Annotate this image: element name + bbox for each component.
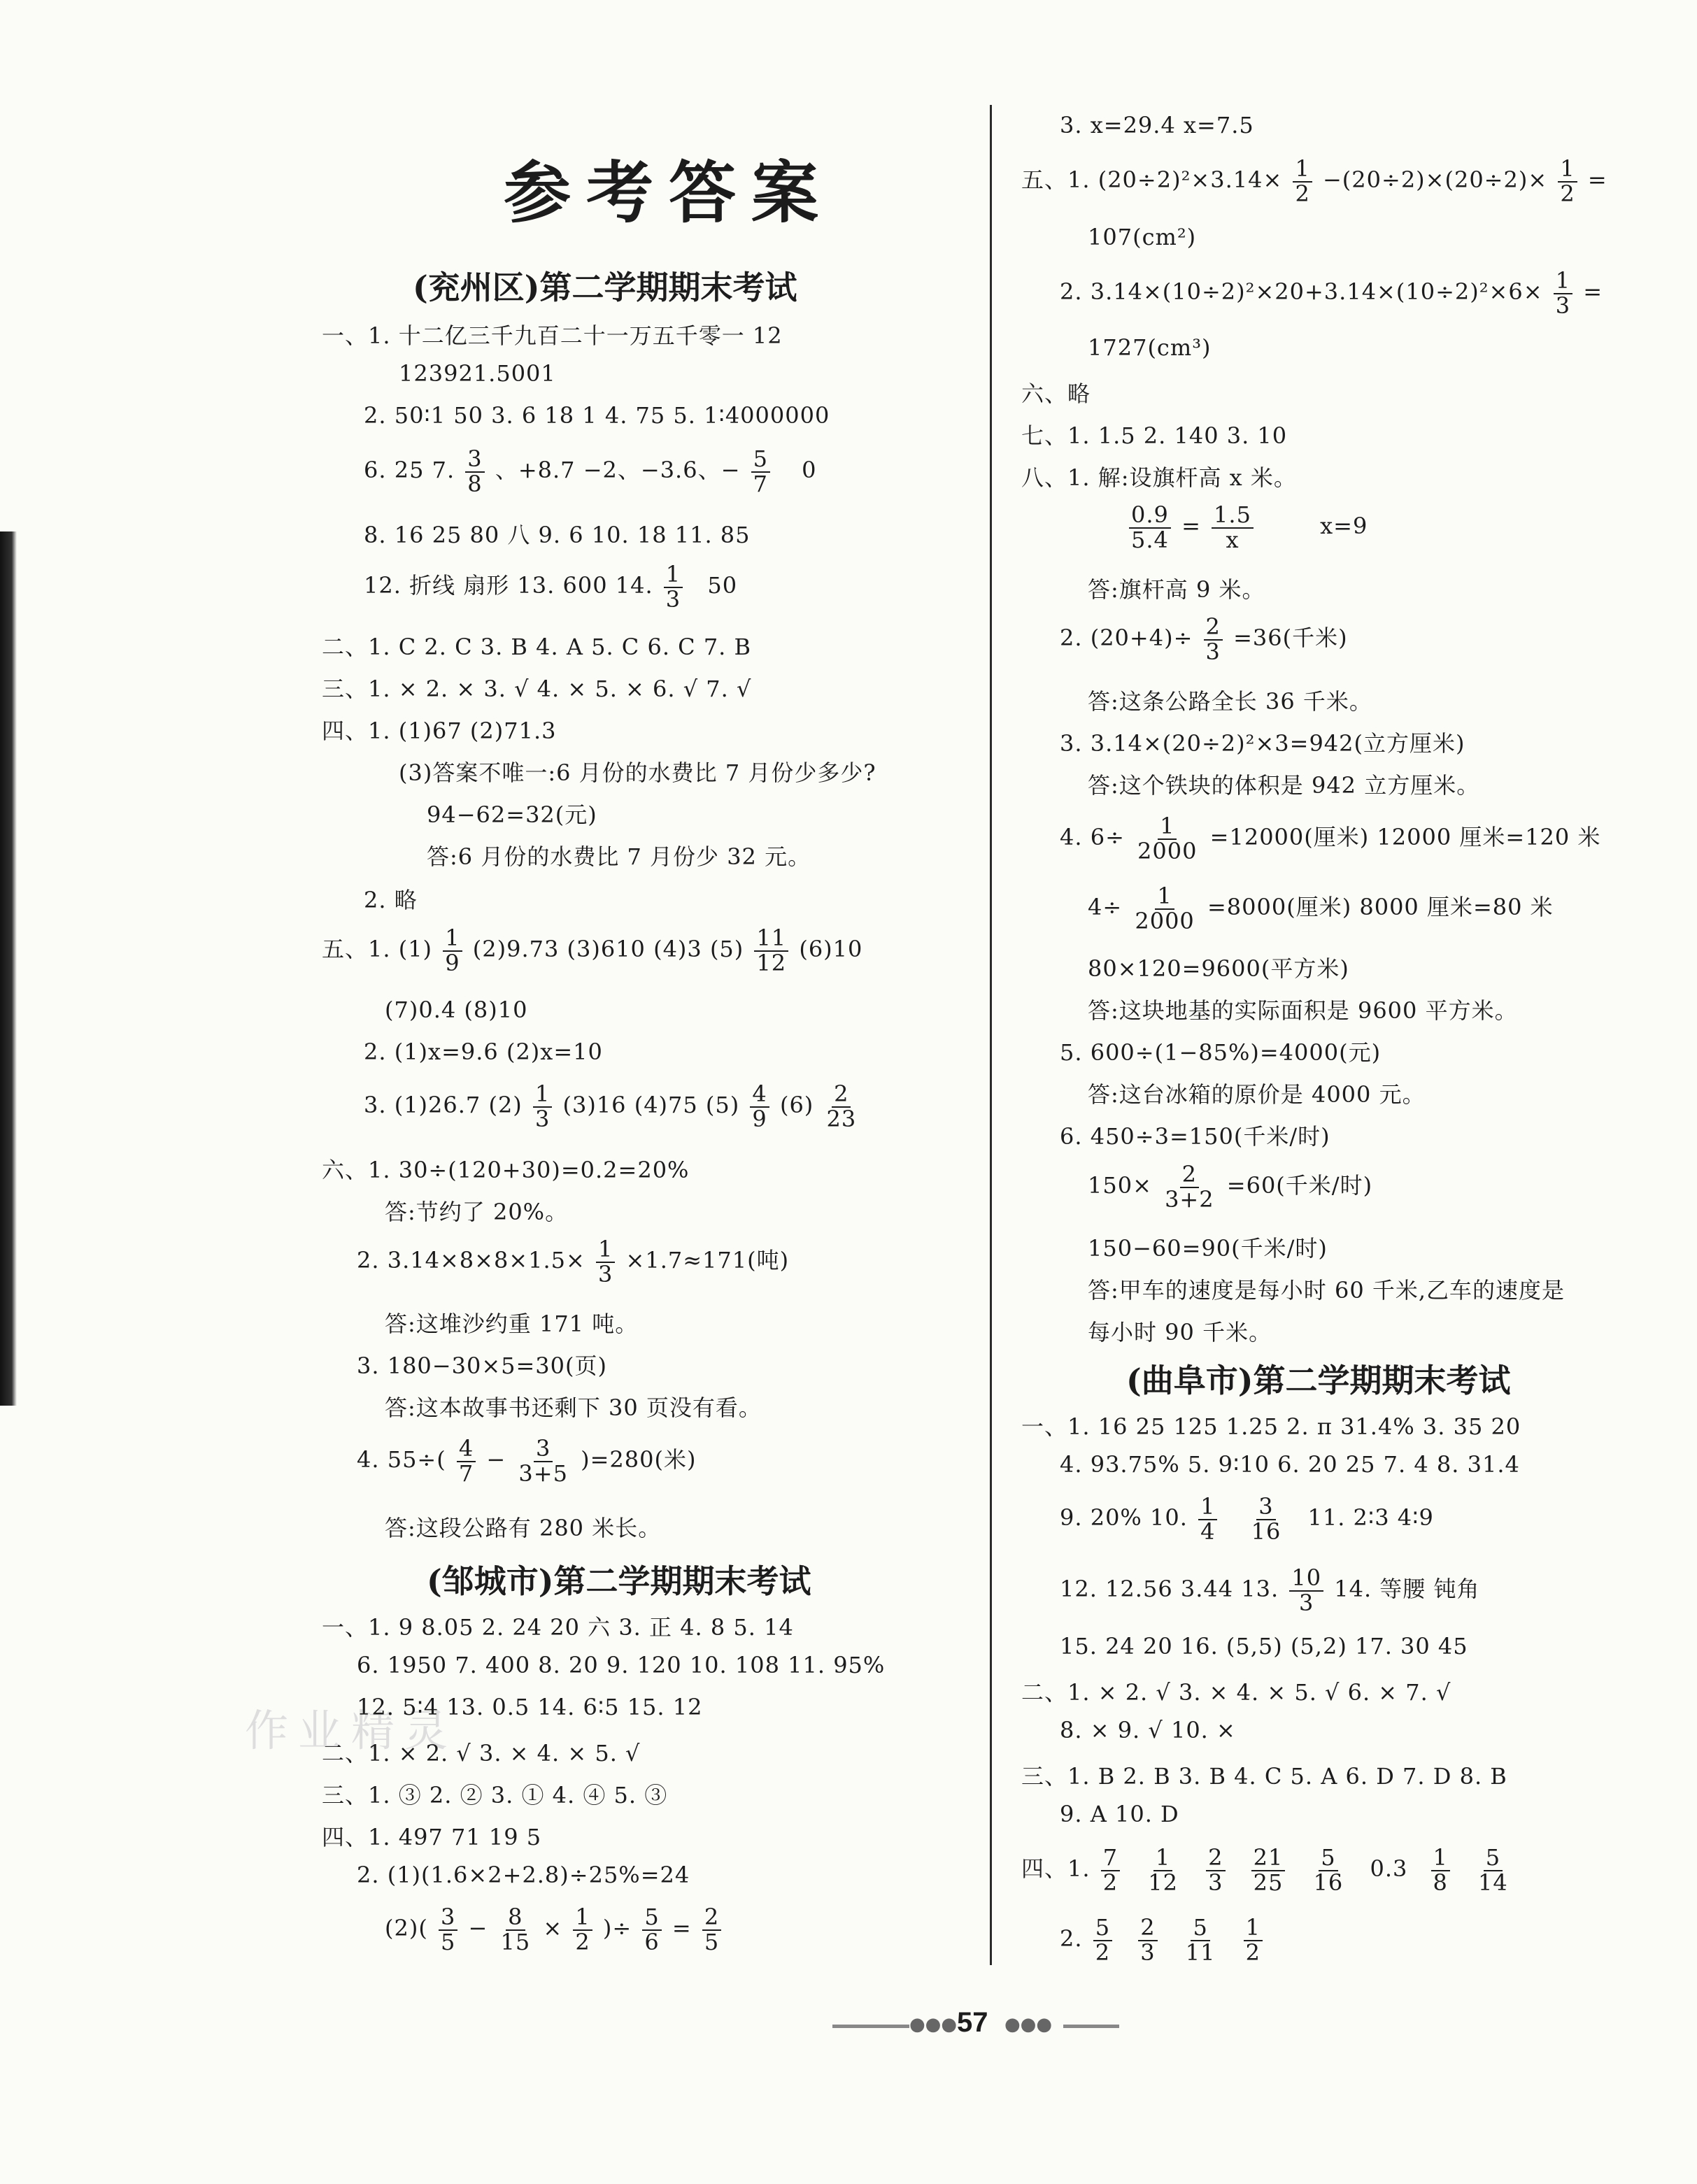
answer-line: 六、略 bbox=[1021, 380, 1091, 407]
answer-line: 四、1. 497 71 19 5 bbox=[322, 1824, 542, 1850]
scan-edge-shadow bbox=[0, 531, 17, 1406]
answer-text: 11. 2∶3 4∶9 bbox=[1307, 1504, 1434, 1532]
answer-text: = bbox=[1583, 278, 1603, 306]
answer-line: 三、1. B 2. B 3. B 4. C 5. A 6. D 7. D 8. B bbox=[1021, 1763, 1507, 1790]
answer-line bbox=[1088, 1163, 1372, 1211]
answer-line bbox=[364, 1080, 861, 1132]
answer-line: 2. 50∶1 50 3. 6 18 1 4. 75 5. 1∶4000000 bbox=[364, 402, 830, 429]
fraction: $\frac{1.5}{x}$ bbox=[1212, 504, 1254, 552]
footer-dots-right: ●●● bbox=[1004, 2014, 1053, 2035]
answer-line bbox=[1060, 815, 1600, 863]
fraction: $\frac{1}{2}$ bbox=[1558, 157, 1577, 206]
answer-line bbox=[1021, 157, 1607, 206]
answer-line: 答:这段公路有 280 米长。 bbox=[385, 1515, 662, 1541]
answer-line: 123921.5001 bbox=[399, 360, 556, 387]
answer-text: 50 bbox=[707, 572, 738, 599]
answer-text: × bbox=[543, 1915, 563, 1942]
fraction: $\frac{10}{3}$ bbox=[1289, 1566, 1323, 1615]
answer-line: 3. 180−30×5=30(页) bbox=[357, 1352, 607, 1379]
answer-line: 5. 600÷(1−85%)=4000(元) bbox=[1060, 1039, 1382, 1066]
fraction: $\frac{7}{2}$ bbox=[1101, 1846, 1120, 1894]
answer-line bbox=[357, 1238, 789, 1286]
section-heading-qufu: (曲阜市)第二学期期末考试 bbox=[1126, 1362, 1511, 1399]
fraction: $\frac{1}{3}$ bbox=[596, 1238, 615, 1286]
fraction: $\frac{1}{2000}$ bbox=[1135, 883, 1195, 934]
fraction: $\frac{5}{16}$ bbox=[1313, 1844, 1344, 1896]
fraction: $\frac{3}{16}$ bbox=[1251, 1493, 1281, 1545]
answer-text: (2)( bbox=[385, 1915, 428, 1942]
answer-text: = bbox=[1587, 166, 1607, 194]
answer-line: 150−60=90(千米/时) bbox=[1088, 1235, 1328, 1262]
answer-text: x=9 bbox=[1320, 513, 1368, 540]
answer-text: =60(千米/时) bbox=[1226, 1172, 1373, 1199]
answer-text: −(20÷2)×(20÷2)× bbox=[1322, 166, 1548, 194]
fraction: $\frac{2}{3}$ bbox=[1138, 1916, 1157, 1964]
answer-line: 八、1. 解:设旗杆高 x 米。 bbox=[1021, 464, 1297, 491]
answer-line bbox=[1060, 1916, 1265, 1964]
answer-text: 9. 20% 10. bbox=[1060, 1504, 1188, 1532]
fraction: $\frac{1}{9}$ bbox=[443, 927, 462, 975]
answer-text: 2. 3.14×8×8×1.5× bbox=[357, 1247, 585, 1274]
answer-text: 2. bbox=[1060, 1925, 1083, 1953]
answer-line: 答:这本故事书还剩下 30 页没有看。 bbox=[385, 1394, 762, 1421]
answer-line: 三、1. ③ 2. ② 3. ① 4. ④ 5. ③ bbox=[322, 1782, 668, 1808]
answer-line: 80×120=9600(平方米) bbox=[1088, 955, 1349, 982]
answer-line: 4. 93.75% 5. 9∶10 6. 20 25 7. 4 8. 31.4 bbox=[1060, 1451, 1520, 1478]
fraction: $\frac{1}{2}$ bbox=[573, 1906, 592, 1954]
answer-line: 答:6 月份的水费比 7 月份少 32 元。 bbox=[427, 843, 811, 870]
answer-text: 4÷ bbox=[1088, 894, 1123, 921]
answer-text: 12. 12.56 3.44 13. bbox=[1060, 1576, 1279, 1603]
answer-line bbox=[364, 563, 737, 611]
answer-line: 答:甲车的速度是每小时 60 千米,乙车的速度是 bbox=[1088, 1277, 1565, 1304]
fraction: $\frac{21}{25}$ bbox=[1251, 1846, 1286, 1894]
watermark-text: 作业精灵 bbox=[245, 1705, 458, 1756]
answer-text: − bbox=[486, 1446, 506, 1473]
page-title: 参考答案 bbox=[504, 153, 834, 232]
answer-line: 2. (1)(1.6×2+2.8)÷25%=24 bbox=[357, 1862, 690, 1888]
section-heading-zoucheng: (邹城市)第二学期期末考试 bbox=[427, 1562, 811, 1600]
answer-line: 答:节约了 20%。 bbox=[385, 1199, 569, 1225]
answer-line bbox=[1060, 1495, 1434, 1543]
answer-line: 94−62=32(元) bbox=[427, 801, 597, 828]
answer-line bbox=[364, 445, 817, 497]
fraction: $\frac{4}{9}$ bbox=[750, 1083, 769, 1131]
answer-line: 三、1. × 2. × 3. √ 4. × 5. × 6. √ 7. √ bbox=[322, 676, 752, 702]
answer-line: (7)0.4 (8)10 bbox=[385, 997, 528, 1023]
answer-line: 答:这堆沙约重 171 吨。 bbox=[385, 1311, 639, 1337]
fraction: $\frac{1}{3}$ bbox=[1554, 269, 1572, 317]
answer-line bbox=[322, 927, 862, 975]
answer-line: 答:这个铁块的体积是 942 立方厘米。 bbox=[1088, 772, 1480, 799]
fraction: $\frac{3}{8}$ bbox=[465, 448, 484, 496]
answer-text: 五、1. (1) bbox=[322, 936, 433, 963]
footer-decoration-left bbox=[832, 2025, 909, 2028]
fraction: $\frac{4}{7}$ bbox=[457, 1437, 476, 1485]
answer-line: 一、1. 9 8.05 2. 24 20 六 3. 正 4. 8 5. 14 bbox=[322, 1614, 794, 1641]
answer-text: 五、1. (20÷2)²×3.14× bbox=[1021, 166, 1283, 194]
answer-text: = bbox=[1181, 513, 1201, 540]
answer-text: 0 bbox=[802, 457, 817, 484]
footer-decoration-right bbox=[1063, 2025, 1119, 2028]
fraction: $\frac{1}{12}$ bbox=[1148, 1844, 1178, 1896]
fraction: $\frac{1}{4}$ bbox=[1198, 1495, 1217, 1543]
fraction: $\frac{11}{12}$ bbox=[754, 927, 788, 975]
answer-line: 6. 450÷3=150(千米/时) bbox=[1060, 1123, 1330, 1150]
fraction: $\frac{2}{3}$ bbox=[1204, 615, 1223, 664]
answer-line: 3. 3.14×(20÷2)²×3=942(立方厘米) bbox=[1060, 730, 1465, 757]
answer-line: 答:这块地基的实际面积是 9600 平方米。 bbox=[1088, 997, 1518, 1024]
fraction: $\frac{8}{15}$ bbox=[500, 1904, 531, 1955]
answer-line: (3)答案不唯一:6 月份的水费比 7 月份少多少? bbox=[399, 759, 876, 786]
answer-line: 107(cm²) bbox=[1088, 224, 1197, 250]
fraction: $\frac{1}{2}$ bbox=[1244, 1916, 1263, 1964]
fraction: $\frac{3}{3+5}$ bbox=[518, 1435, 568, 1487]
answer-line: 七、1. 1.5 2. 140 3. 10 bbox=[1021, 422, 1288, 449]
answer-line bbox=[1060, 615, 1348, 664]
column-divider bbox=[990, 105, 992, 1965]
answer-text: 12. 折线 扇形 13. 600 14. bbox=[364, 572, 653, 599]
answer-line: 二、1. C 2. C 3. B 4. A 5. C 6. C 7. B bbox=[322, 634, 752, 660]
answer-text: =36(千米) bbox=[1233, 624, 1348, 652]
answer-text: − bbox=[468, 1915, 488, 1942]
answer-line bbox=[1088, 885, 1554, 933]
answer-line: 答:旗杆高 9 米。 bbox=[1088, 576, 1265, 603]
fraction: $\frac{5}{2}$ bbox=[1093, 1916, 1112, 1964]
page-number: 57 bbox=[957, 2007, 988, 2038]
answer-line bbox=[357, 1437, 696, 1485]
answer-line: 3. x=29.4 x=7.5 bbox=[1060, 112, 1254, 138]
footer-dots-left: ●●● bbox=[909, 2014, 958, 2035]
fraction: $\frac{5}{11}$ bbox=[1185, 1914, 1216, 1966]
fraction: $\frac{1}{2000}$ bbox=[1137, 813, 1198, 864]
answer-text: =12000(厘米) 12000 厘米=120 米 bbox=[1209, 824, 1601, 851]
answer-line: 9. A 10. D bbox=[1060, 1801, 1179, 1827]
section-heading-yanzhou: (兖州区)第二学期期末考试 bbox=[413, 269, 797, 306]
fraction: $\frac{5}{6}$ bbox=[642, 1906, 661, 1954]
answer-text: 、+8.7 −2、−3.6、− bbox=[495, 457, 741, 484]
answer-text: (3)16 (4)75 (5) bbox=[562, 1092, 740, 1119]
answer-line: 答:这台冰箱的原价是 4000 元。 bbox=[1088, 1081, 1426, 1108]
answer-line: 8. × 9. √ 10. × bbox=[1060, 1717, 1236, 1743]
answer-text: 4. 55÷( bbox=[357, 1446, 446, 1473]
fraction: $\frac{2}{3+2}$ bbox=[1165, 1161, 1214, 1213]
answer-line bbox=[1060, 269, 1603, 317]
answer-line: 二、1. × 2. √ 3. × 4. × 5. √ bbox=[322, 1740, 641, 1767]
answer-text: (6)10 bbox=[799, 936, 863, 963]
fraction: $\frac{2}{23}$ bbox=[826, 1080, 857, 1132]
answer-line: 12. 5∶4 13. 0.5 14. 6∶5 15. 12 bbox=[357, 1694, 703, 1720]
answer-line bbox=[1126, 501, 1368, 553]
fraction: $\frac{1}{3}$ bbox=[664, 563, 683, 611]
answer-line: 8. 16 25 80 八 9. 6 10. 18 11. 85 bbox=[364, 522, 751, 548]
answer-text: 四、1. bbox=[1021, 1855, 1091, 1883]
answer-text: 3. (1)26.7 (2) bbox=[364, 1092, 523, 1119]
fraction: $\frac{1}{8}$ bbox=[1431, 1846, 1450, 1894]
answer-line: 一、1. 十二亿三千九百二十一万五千零一 12 bbox=[322, 322, 783, 349]
answer-text: 2. (20+4)÷ bbox=[1060, 624, 1193, 652]
answer-line bbox=[1021, 1846, 1513, 1894]
answer-line: 1727(cm³) bbox=[1088, 334, 1212, 361]
answer-text: (6) bbox=[779, 1092, 814, 1119]
answer-line: 一、1. 16 25 125 1.25 2. π 31.4% 3. 35 20 bbox=[1021, 1413, 1521, 1440]
answer-line: 15. 24 20 16. (5,5) (5,2) 17. 30 45 bbox=[1060, 1633, 1468, 1660]
fraction: $\frac{1}{2}$ bbox=[1293, 157, 1312, 206]
fraction: $\frac{2}{3}$ bbox=[1206, 1846, 1225, 1894]
fraction: $\frac{3}{5}$ bbox=[439, 1906, 457, 1954]
answer-text: 2. 3.14×(10÷2)²×20+3.14×(10÷2)²×6× bbox=[1060, 278, 1543, 306]
answer-line: 答:这条公路全长 36 千米。 bbox=[1088, 688, 1372, 715]
fraction: $\frac{1}{3}$ bbox=[533, 1083, 552, 1131]
fraction: $\frac{5}{14}$ bbox=[1478, 1844, 1508, 1896]
answer-text: =8000(厘米) 8000 厘米=80 米 bbox=[1207, 894, 1554, 921]
fraction: $\frac{5}{7}$ bbox=[751, 448, 770, 496]
answer-line: 6. 1950 7. 400 8. 20 9. 120 10. 108 11. 95% bbox=[357, 1652, 886, 1678]
answer-line: 二、1. × 2. √ 3. × 4. × 5. √ 6. × 7. √ bbox=[1021, 1679, 1451, 1706]
answer-line: 每小时 90 千米。 bbox=[1088, 1319, 1272, 1346]
answer-text: 0.3 bbox=[1370, 1855, 1408, 1883]
answer-text: (2)9.73 (3)610 (4)3 (5) bbox=[472, 936, 744, 963]
fraction: $\frac{2}{5}$ bbox=[702, 1906, 721, 1954]
answer-text: 6. 25 7. bbox=[364, 457, 455, 484]
answer-text: = bbox=[672, 1915, 692, 1942]
answer-text: )=280(米) bbox=[581, 1446, 697, 1473]
answer-text: 14. 等腰 钝角 bbox=[1334, 1576, 1480, 1603]
answer-line: 2. 略 bbox=[364, 887, 418, 913]
fraction: $\frac{0.9}{5.4}$ bbox=[1129, 504, 1171, 552]
answer-line: 四、1. (1)67 (2)71.3 bbox=[322, 718, 557, 744]
answer-text: 150× bbox=[1088, 1172, 1152, 1199]
answer-line: 2. (1)x=9.6 (2)x=10 bbox=[364, 1039, 603, 1065]
answer-text: ×1.7≈171(吨) bbox=[625, 1247, 790, 1274]
answer-line bbox=[1060, 1566, 1479, 1615]
answer-line: 六、1. 30÷(120+30)=0.2=20% bbox=[322, 1157, 690, 1183]
answer-line bbox=[385, 1906, 724, 1954]
answer-text: 4. 6÷ bbox=[1060, 824, 1125, 851]
answer-text: )÷ bbox=[602, 1915, 632, 1942]
